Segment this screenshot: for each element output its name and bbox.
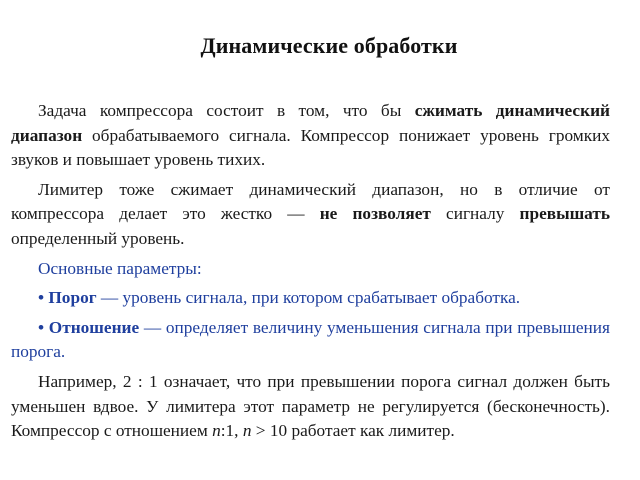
paragraph-text: Лимитер тоже сжимает динамический диапазон, но в отличие от компрессора делает это жестко — — [11, 179, 610, 224]
paragraph-example — [11, 370, 610, 444]
paragraph-text: определенный уровень. — [11, 228, 185, 248]
bullet-threshold — [11, 286, 610, 311]
paragraph-text: обрабатываемого сигнала. Компрессор понижает уровень громких звуков и повышает уровень тихих. — [11, 125, 610, 170]
paragraph-text: :1, — [220, 421, 243, 441]
bullet-term: • Отношение — [38, 317, 140, 337]
bold-phrase: превышать — [519, 204, 611, 224]
paragraph-text: Основные параметры: — [38, 258, 202, 278]
slide-body — [11, 99, 610, 444]
paragraph-main-parameters — [11, 257, 610, 282]
bullet-text: — определяет величину уменьшения сигнала при превышения порога. — [11, 317, 610, 362]
bold-phrase: не позволяет — [319, 204, 431, 224]
bullet-ratio — [11, 316, 610, 365]
paragraph-text: > 10 работает как лимитер. — [251, 421, 455, 441]
paragraph-text: Например, 2 : 1 означает, что при превышении порога сигнал должен быть уменьшен вдвое. У лимитера этот параметр не регулируется (бесконечность). Компрессор с отношением — [11, 371, 610, 441]
paragraph-text: Задача компрессора состоит в том, что бы — [38, 101, 415, 120]
slide-title: Динамические обработки — [200, 33, 458, 58]
bullet-term: • Порог — [38, 288, 97, 308]
italic-variable: n — [242, 421, 252, 441]
paragraph-text: сигналу — [430, 204, 520, 224]
italic-variable: n — [212, 421, 221, 441]
paragraph-limiter — [11, 178, 610, 252]
paragraph-compressor-task — [11, 99, 610, 173]
bullet-text: — уровень сигнала, при котором срабатывает обработка. — [96, 288, 521, 308]
bold-phrase: сжимать динамический диапазон — [11, 101, 610, 145]
